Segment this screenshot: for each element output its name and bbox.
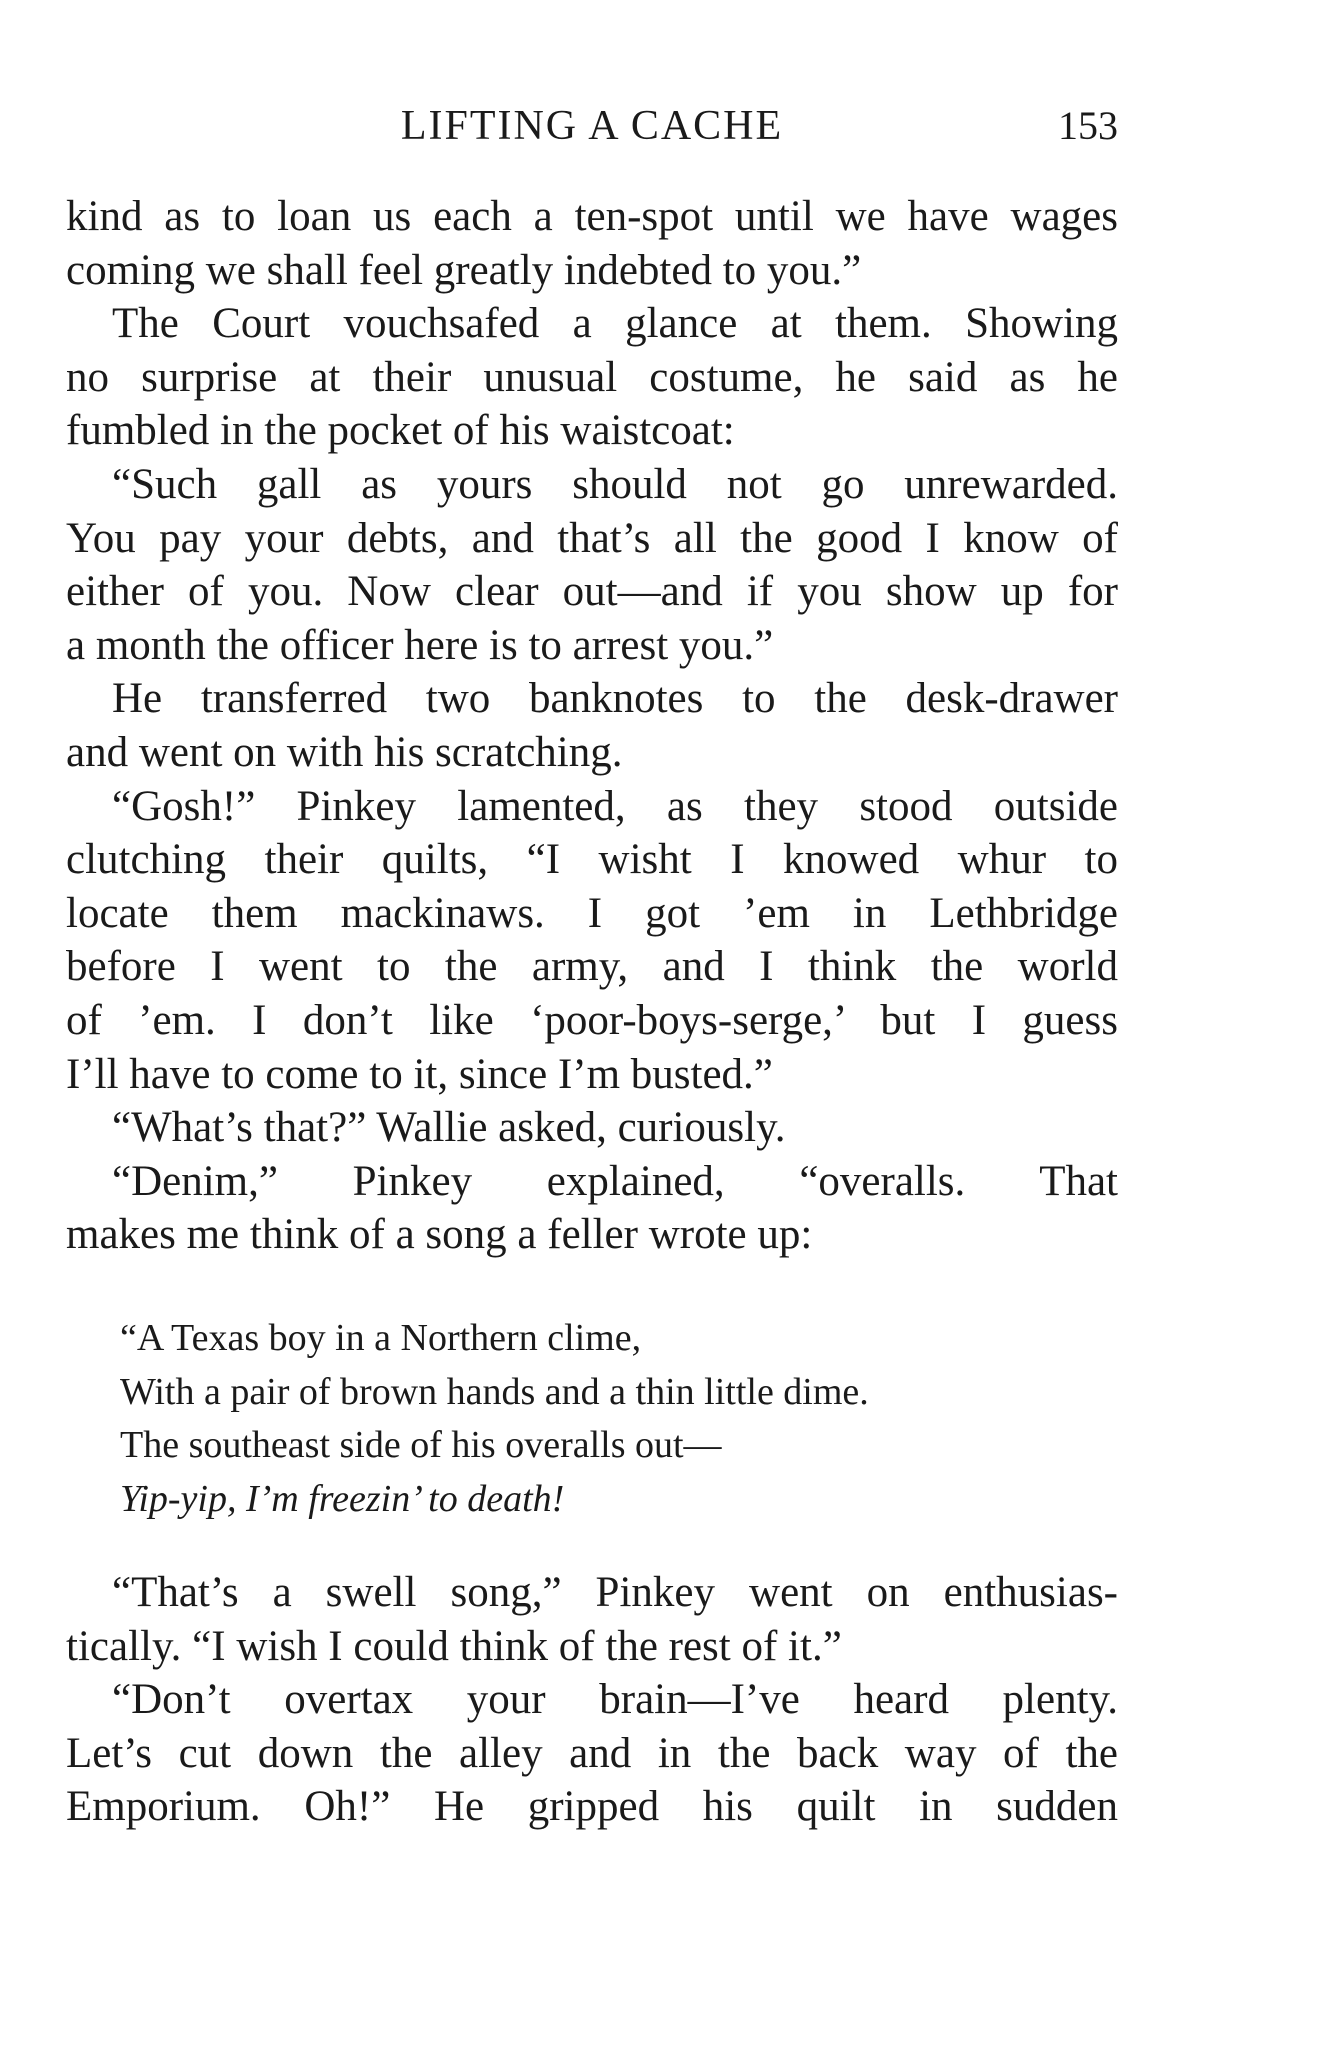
text-line: and went on with his scratching. xyxy=(66,728,623,776)
prose-block-continued xyxy=(66,1566,1118,1834)
prose-block xyxy=(66,190,1118,1262)
verse-block xyxy=(120,1312,1020,1526)
text-line: “Denim,” Pinkey explained, “overalls. That xyxy=(112,1157,1118,1205)
text-line: “Don’t overtax your brain—I’ve heard plenty. xyxy=(112,1676,1118,1724)
text-line: “What’s that?” Wallie asked, curiously. xyxy=(112,1104,786,1152)
text-line: makes me think of a song a feller wrote up: xyxy=(66,1211,813,1259)
text-line: He transferred two banknotes to the desk-drawer xyxy=(112,675,1118,723)
verse-line: “A Texas boy in a Northern clime, xyxy=(120,1317,642,1359)
verse-line: With a pair of brown hands and a thin little dime. xyxy=(120,1370,869,1413)
text-line: “Gosh!” Pinkey lamented, as they stood outside xyxy=(112,782,1118,830)
text-line: I’ll have to come to it, since I’m busted.” xyxy=(66,1050,773,1098)
text-line: clutching their quilts, “I wisht I knowed whur to xyxy=(66,836,1118,884)
running-title: LIFTING A CACHE xyxy=(400,103,784,149)
text-line: You pay your debts, and that’s all the good I know of xyxy=(66,514,1118,562)
text-line: coming we shall feel greatly indebted to you.” xyxy=(66,246,862,294)
text-line: Emporium. Oh!” He gripped his quilt in sudden xyxy=(66,1783,1118,1831)
text-line: fumbled in the pocket of his waistcoat: xyxy=(66,407,735,455)
text-line: kind as to loan us each a ten-spot until we have wages xyxy=(66,193,1118,240)
text-line: locate them mackinaws. I got ’em in Lethbridge xyxy=(66,889,1118,937)
text-line: before I went to the army, and I think the world xyxy=(66,943,1118,991)
text-line: The Court vouchsafed a glance at them. Showing xyxy=(112,300,1118,348)
verse-line: Yip-yip, I’m freezin’ to death! xyxy=(120,1477,565,1520)
page-number: 153 xyxy=(1058,103,1118,148)
text-line: tically. “I wish I could think of the rest of it.” xyxy=(66,1622,842,1670)
text-line: “That’s a swell song,” Pinkey went on enthusias- xyxy=(112,1569,1118,1616)
verse-line: The southeast side of his overalls out— xyxy=(120,1424,722,1467)
text-line: no surprise at their unusual costume, he said as he xyxy=(66,353,1118,401)
text-line: a month the officer here is to arrest you.” xyxy=(66,621,774,669)
page-header xyxy=(66,100,1118,152)
text-line: of ’em. I don’t like ‘poor-boys-serge,’ but I guess xyxy=(66,996,1118,1044)
text-line: “Such gall as yours should not go unrewarded. xyxy=(112,460,1118,508)
text-line: either of you. Now clear out—and if you show up for xyxy=(66,568,1118,616)
text-line: Let’s cut down the alley and in the back way of the xyxy=(66,1729,1118,1777)
